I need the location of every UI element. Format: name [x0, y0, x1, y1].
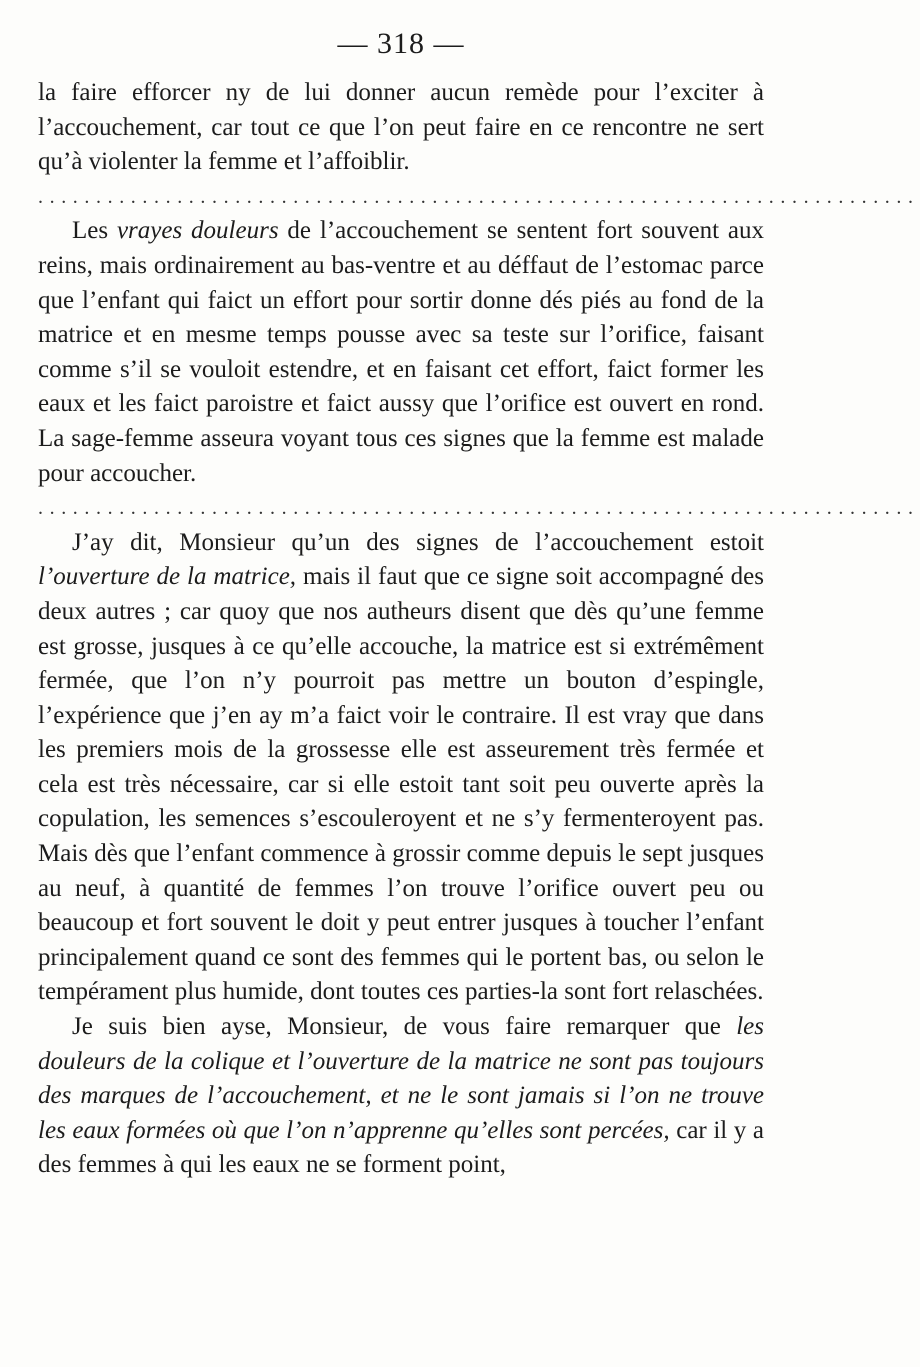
paragraph-4-text: Je suis bien ayse, Monsieur, de vous faire remarquer que — [72, 1013, 737, 1041]
paragraph-4-space — [372, 1082, 381, 1109]
paragraph-4 — [38, 1010, 764, 1183]
paragraph-2-italic: vrayes douleurs — [116, 217, 279, 245]
paragraph-1: la faire efforcer ny de lui donner aucun remède pour l’exciter à l’accouchement, car tout ce que l’on peut faire en ce rencontre ne sert qu’à violenter la femme et l’affoiblir. — [38, 79, 764, 176]
paragraph-3 — [38, 526, 764, 1010]
paragraph-3-text-rest: mais il faut que ce signe soit accompagné des deux autres ; car quoy que nos autheurs disent que dès qu’une femme est grosse, jusques à ce qu’elle accouche, la matrice est si extrémêment fermée, que l’on n’y pourroit pas mettre un bouton d’espingle, l’expérience que j’en ay m’a faict voir le contraire. Il est vray que dans les premiers mois de la grossesse elle est asseurement très fermée et cela est très nécessaire, car si elle estoit tant soit peu ouverte après la copulation, les semences s’escouleroyent et ne s’y fermenteroyent pas. Mais dès que l’enfant commence à grossir comme depuis le sept jusques au neuf, à quantité de femmes l’on trouve l’orifice ouvert peu ou beaucoup et fort souvent le doit y peut entrer jusques à toucher l’enfant principalement quand ce sont des femmes qui le portent bas, ou selon le tempérament plus humide, dont toutes ces parties-la sont fort relaschées. — [38, 563, 764, 1006]
dotted-separator: ............................................................................ — [38, 185, 920, 208]
paragraph-4-text-rest: car il y a des femmes à qui les eaux ne se forment point, — [38, 1116, 765, 1179]
paragraph-2-text-rest: de l’accouchement se sentent fort souvent aux reins, mais ordinairement au bas-ventre et au déffaut de l’estomac parce que l’enfant qui faict un effort pour sortir donne dés piés au fond de la matrice et en mesme temps pousse avec sa teste sur l’orifice, faisant comme s’il se vouloit estendre, et en faisant cet effort, faict former les eaux et les faict paroistre et faict aussy que l’orifice est ouvert en rond. La sage-femme asseura voyant tous ces signes que la femme est malade pour accoucher. — [38, 217, 764, 487]
paragraph-4-italic-1: les douleurs de la colique et l’ouverture de la matrice ne sont pas toujours des marques de l’accouchement, — [38, 1013, 764, 1110]
paragraph-3-text: J’ay dit, Monsieur qu’un des signes de l’accouchement estoit — [72, 528, 764, 556]
page-body — [38, 76, 920, 1183]
paragraph-3-italic: l’ouverture de la matrice, — [38, 563, 297, 591]
paragraph-4-italic-2: et ne le sont jamais si l’on ne trouve les eaux formées où que l’on n’apprenne qu’elles sont percées, — [38, 1082, 765, 1144]
paragraph-2-text: Les — [72, 217, 117, 245]
paragraph-2 — [38, 214, 764, 491]
dotted-separator: ............................................................................ — [38, 497, 920, 520]
page-number: — 318 — — [337, 27, 465, 60]
